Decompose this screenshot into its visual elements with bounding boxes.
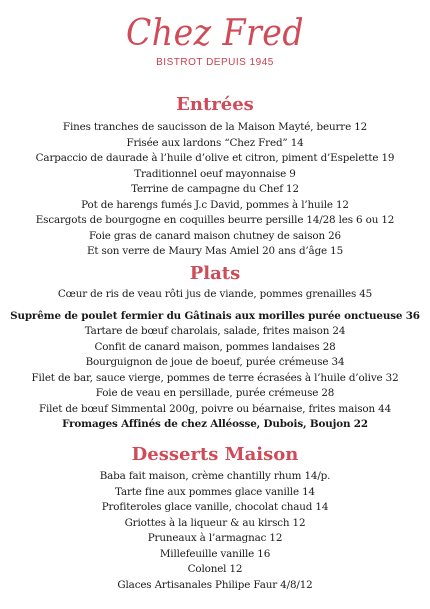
menu-item: Profiteroles glace vanille, chocolat chaud 14 xyxy=(101,501,329,513)
menu-item: Foie de veau en persillade, purée crémeuse 28 xyxy=(95,387,335,399)
restaurant-tagline: BISTROT DEPUIS 1945 xyxy=(156,57,274,68)
menu-item: Fines tranches de saucisson de la Maison Mayté, beurre 12 xyxy=(62,121,368,133)
section-title-desserts: Desserts Maison xyxy=(131,444,299,465)
menu-item: Terrine de campagne du Chef 12 xyxy=(131,183,299,195)
menu-item: Griottes à la liqueur & au kirsch 12 xyxy=(124,516,306,529)
section-desserts xyxy=(0,444,430,593)
plats-list xyxy=(0,287,430,433)
menu-item: Tarte fine aux pommes glace vanille 14 xyxy=(115,485,315,498)
menu-item: Cœur de ris de veau rôti jus de viande, pommes grenailles 45 xyxy=(57,288,373,300)
menu-item: Et son verre de Maury Mas Amiel 20 ans d’âge 15 xyxy=(86,245,344,257)
menu-item: Suprême de poulet fermier du Gâtinais aux morilles purée onctueuse 36 xyxy=(10,309,420,322)
menu-item: Filet de bœuf Simmental 200g, poivre ou béarnaise, frites maison 44 xyxy=(38,402,392,415)
entrees-list xyxy=(0,120,430,260)
menu-item: Baba fait maison, crème chantilly rhum 14/p. xyxy=(99,470,331,482)
menu-item: Bourguignon de joue de boeuf, purée crémeuse 34 xyxy=(85,356,345,368)
menu-item: Foie gras de canard maison chutney de saison 26 xyxy=(89,229,341,242)
menu-item: Confit de canard maison, pommes landaises 28 xyxy=(94,340,336,353)
menu-item: Colonel 12 xyxy=(187,563,243,575)
menu-item: Millefeuille vanille 16 xyxy=(159,547,271,560)
restaurant-logo xyxy=(0,12,430,69)
restaurant-name: Chez Fred xyxy=(125,13,304,54)
menu-item: Frisée aux lardons “Chez Fred” 14 xyxy=(126,136,304,149)
menu-item: Filet de bar, sauce vierge, pommes de terre écrasées à l’huile d’olive 32 xyxy=(31,371,399,384)
menu-item: Pot de harengs fumés J.c David, pommes à l’huile 12 xyxy=(81,198,349,211)
desserts-list xyxy=(0,469,430,593)
menu-item: Escargots de bourgogne en coquilles beurre persille 14/28 les 6 ou 12 xyxy=(35,214,395,226)
section-entrees xyxy=(0,94,430,260)
menu-item: Carpaccio de daurade à l’huile d’olive et citron, piment d’Espelette 19 xyxy=(35,152,395,164)
section-title-entrees: Entrées xyxy=(176,94,254,115)
section-plats xyxy=(0,263,430,433)
menu-item: Traditionnel oeuf mayonnaise 9 xyxy=(134,167,296,180)
section-title-plats: Plats xyxy=(189,263,241,284)
menu-item: Tartare de bœuf charolais, salade, frites maison 24 xyxy=(84,325,346,337)
menu-item: Glaces Artisanales Philipe Faur 4/8/12 xyxy=(117,578,313,591)
menu-item: Fromages Affinés de chez Alléosse, Dubois, Boujon 22 xyxy=(62,418,368,430)
menu-item: Pruneaux à l’armagnac 12 xyxy=(147,532,283,544)
